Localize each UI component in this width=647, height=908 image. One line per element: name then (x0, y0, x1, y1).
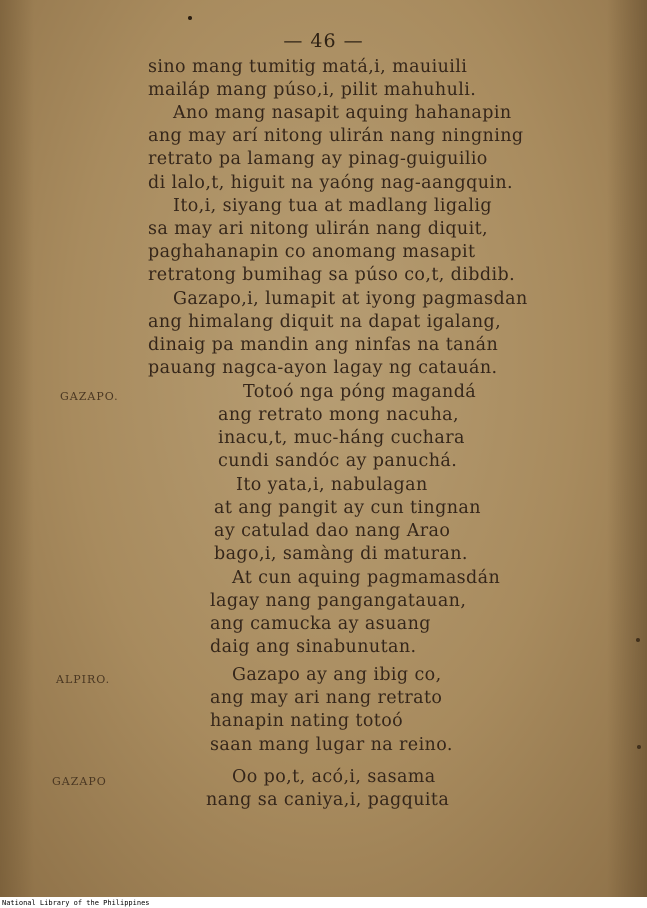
verse-line: dinaig pa mandin ang ninfas na tanán (148, 335, 499, 355)
verse-line: ay catulad dao nang Arao (214, 521, 451, 541)
verse-line: at ang pangit ay cun tingnan (214, 498, 481, 518)
verse-line: retratong bumihag sa púso co,t, dibdib. (148, 265, 516, 285)
verse-line: inacu,t, muc-háng cuchara (218, 428, 465, 448)
footer-credit: National Library of the Philippines (2, 899, 150, 907)
verse-line: di lalo,t, higuit na yaóng nag-aangquin. (148, 173, 513, 193)
verse-line: saan mang lugar na reino. (210, 735, 453, 755)
verse-line: ang may arí nitong ulirán nang ningning (148, 126, 524, 146)
verse-line: Ano mang nasapit aquing hahanapin (173, 103, 512, 123)
verse-line: sino mang tumitig matá,i, mauiuili (148, 57, 468, 77)
verse-line: ang may ari nang retrato (210, 688, 443, 708)
page-number: — 46 — (283, 30, 364, 52)
verse-line: pauang nagca-ayon lagay ng catauán. (148, 358, 498, 378)
verse-line: lagay nang pangangatauan, (210, 591, 467, 611)
speaker-name: GAZAPO. (60, 390, 119, 403)
verse-line: ang himalang diquit na dapat igalang, (148, 312, 502, 332)
verse-line: paghahanapin co anomang masapit (148, 242, 476, 262)
verse-line: daig ang sinabunutan. (210, 637, 417, 657)
ink-speck (188, 16, 192, 20)
verse-line: Ito,i, siyang tua at madlang ligalig (173, 196, 492, 216)
verse-line: Gazapo,i, lumapit at iyong pagmasdan (173, 289, 528, 309)
verse-line: retrato pa lamang ay pinag-guiguilio (148, 149, 488, 169)
verse-line: hanapin nating totoó (210, 711, 404, 731)
speaker-name: ALPIRO. (56, 673, 111, 686)
verse-line: bago,i, samàng di maturan. (214, 544, 468, 564)
verse-line: nang sa caniya,i, pagquita (206, 790, 450, 810)
speaker-name: GAZAPO (52, 775, 107, 788)
ink-speck (637, 745, 641, 749)
verse-line: mailáp mang púso,i, pilit mahuhuli. (148, 80, 477, 100)
verse-line: Oo po,t, acó,i, sasama (232, 767, 436, 787)
verse-line: cundi sandóc ay panuchá. (218, 451, 458, 471)
verse-line: At cun aquing pagmamasdán (232, 568, 501, 588)
verse-line: sa may ari nitong ulirán nang diquit, (148, 219, 488, 239)
verse-line: Ito yata,i, nabulagan (236, 475, 428, 495)
verse-line: Totoó nga póng magandá (243, 382, 477, 402)
verse-line: ang camucka ay asuang (210, 614, 431, 634)
verse-line: ang retrato mong nacuha, (218, 405, 459, 425)
ink-speck (636, 638, 640, 642)
verse-line: Gazapo ay ang ibig co, (232, 665, 442, 685)
